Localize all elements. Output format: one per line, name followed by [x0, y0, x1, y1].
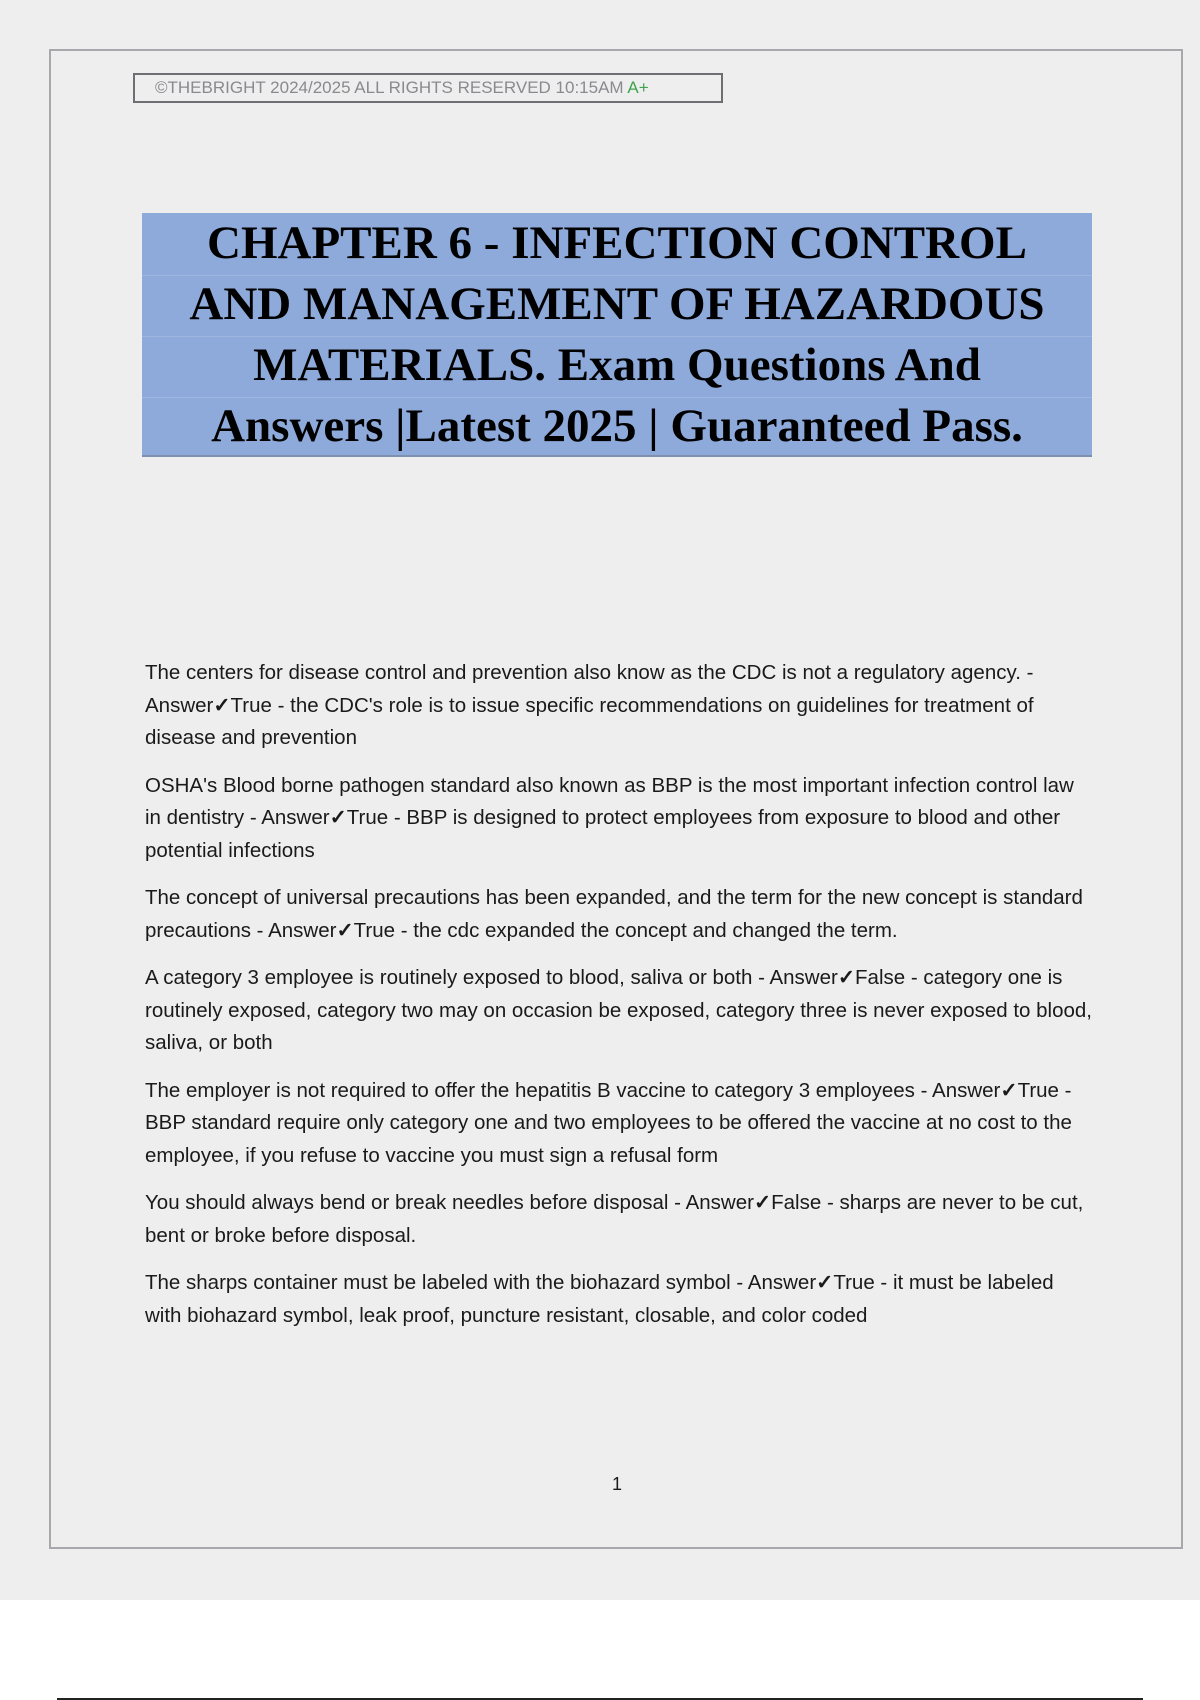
checkmark-icon: ✓ [213, 693, 231, 717]
answer-text: True - the cdc expanded the concept and changed the term. [353, 918, 898, 942]
question-text: OSHA's Blood borne pathogen standard also known as BBP is the most important infection control law in dentistry - Answer [145, 773, 1074, 829]
title-line: AND MANAGEMENT OF HAZARDOUS [142, 276, 1092, 337]
answer-text: True - BBP is designed to protect employees from exposure to blood and other potential infections [145, 806, 1061, 862]
title-line: CHAPTER 6 - INFECTION CONTROL [142, 215, 1092, 276]
document-title [142, 213, 1092, 457]
checkmark-icon: ✓ [336, 918, 354, 942]
question-text: The centers for disease control and prevention also know as the CDC is not a regulatory agency. - Answer [145, 661, 1034, 717]
title-line: Answers |Latest 2025 | Guaranteed Pass. [211, 400, 1023, 452]
question-text: A category 3 employee is routinely exposed to blood, saliva or both - Answer [145, 966, 838, 989]
qa-item [145, 1187, 1095, 1252]
question-text: The employer is not required to offer the hepatitis B vaccine to category 3 employees - Answer [145, 1078, 1001, 1102]
checkmark-icon: ✓ [1000, 1078, 1018, 1102]
checkmark-icon: ✓ [816, 1271, 834, 1294]
copyright-text: ©THEBRIGHT 2024/2025 ALL RIGHTS RESERVED 10:15AM [155, 78, 624, 97]
answer-text: True - BBP standard require only category one and two employees to be offered the vaccine at no cost to the employee, if you refuse to vaccine you must sign a refusal form [145, 1078, 1072, 1167]
qa-item [145, 1267, 1095, 1332]
grade-badge: A+ [627, 78, 649, 97]
page-number: 1 [611, 1474, 622, 1494]
question-text: You should always bend or break needles before disposal - Answer [145, 1191, 754, 1214]
qa-item [145, 882, 1095, 947]
question-text: The sharps container must be labeled with the biohazard symbol - Answer [145, 1271, 817, 1294]
qa-item [145, 1075, 1095, 1173]
answer-text: False - category one is routinely exposed, category two may on occasion be exposed, category three is never exposed to blood, saliva, or both [145, 966, 1092, 1054]
answer-text: True - the CDC's role is to issue specific recommendations on guidelines for treatment of disease and prevention [145, 693, 1034, 749]
question-text: The concept of universal precautions has been expanded, and the term for the new concept is standard precautions - Answer [145, 886, 1083, 942]
copyright-header [133, 73, 723, 103]
answer-text: False - sharps are never to be cut, bent or broke before disposal. [145, 1191, 1084, 1247]
checkmark-icon: ✓ [837, 966, 856, 989]
answer-text: True - it must be labeled with biohazard symbol, leak proof, puncture resistant, closable, and color coded [145, 1271, 1054, 1327]
qa-item [145, 657, 1095, 755]
title-line: MATERIALS. Exam Questions And [142, 337, 1092, 398]
checkmark-icon: ✓ [753, 1191, 772, 1214]
checkmark-icon: ✓ [329, 806, 347, 829]
qa-item [145, 770, 1095, 868]
question-answer-list [145, 657, 1095, 1347]
qa-item [145, 962, 1095, 1060]
